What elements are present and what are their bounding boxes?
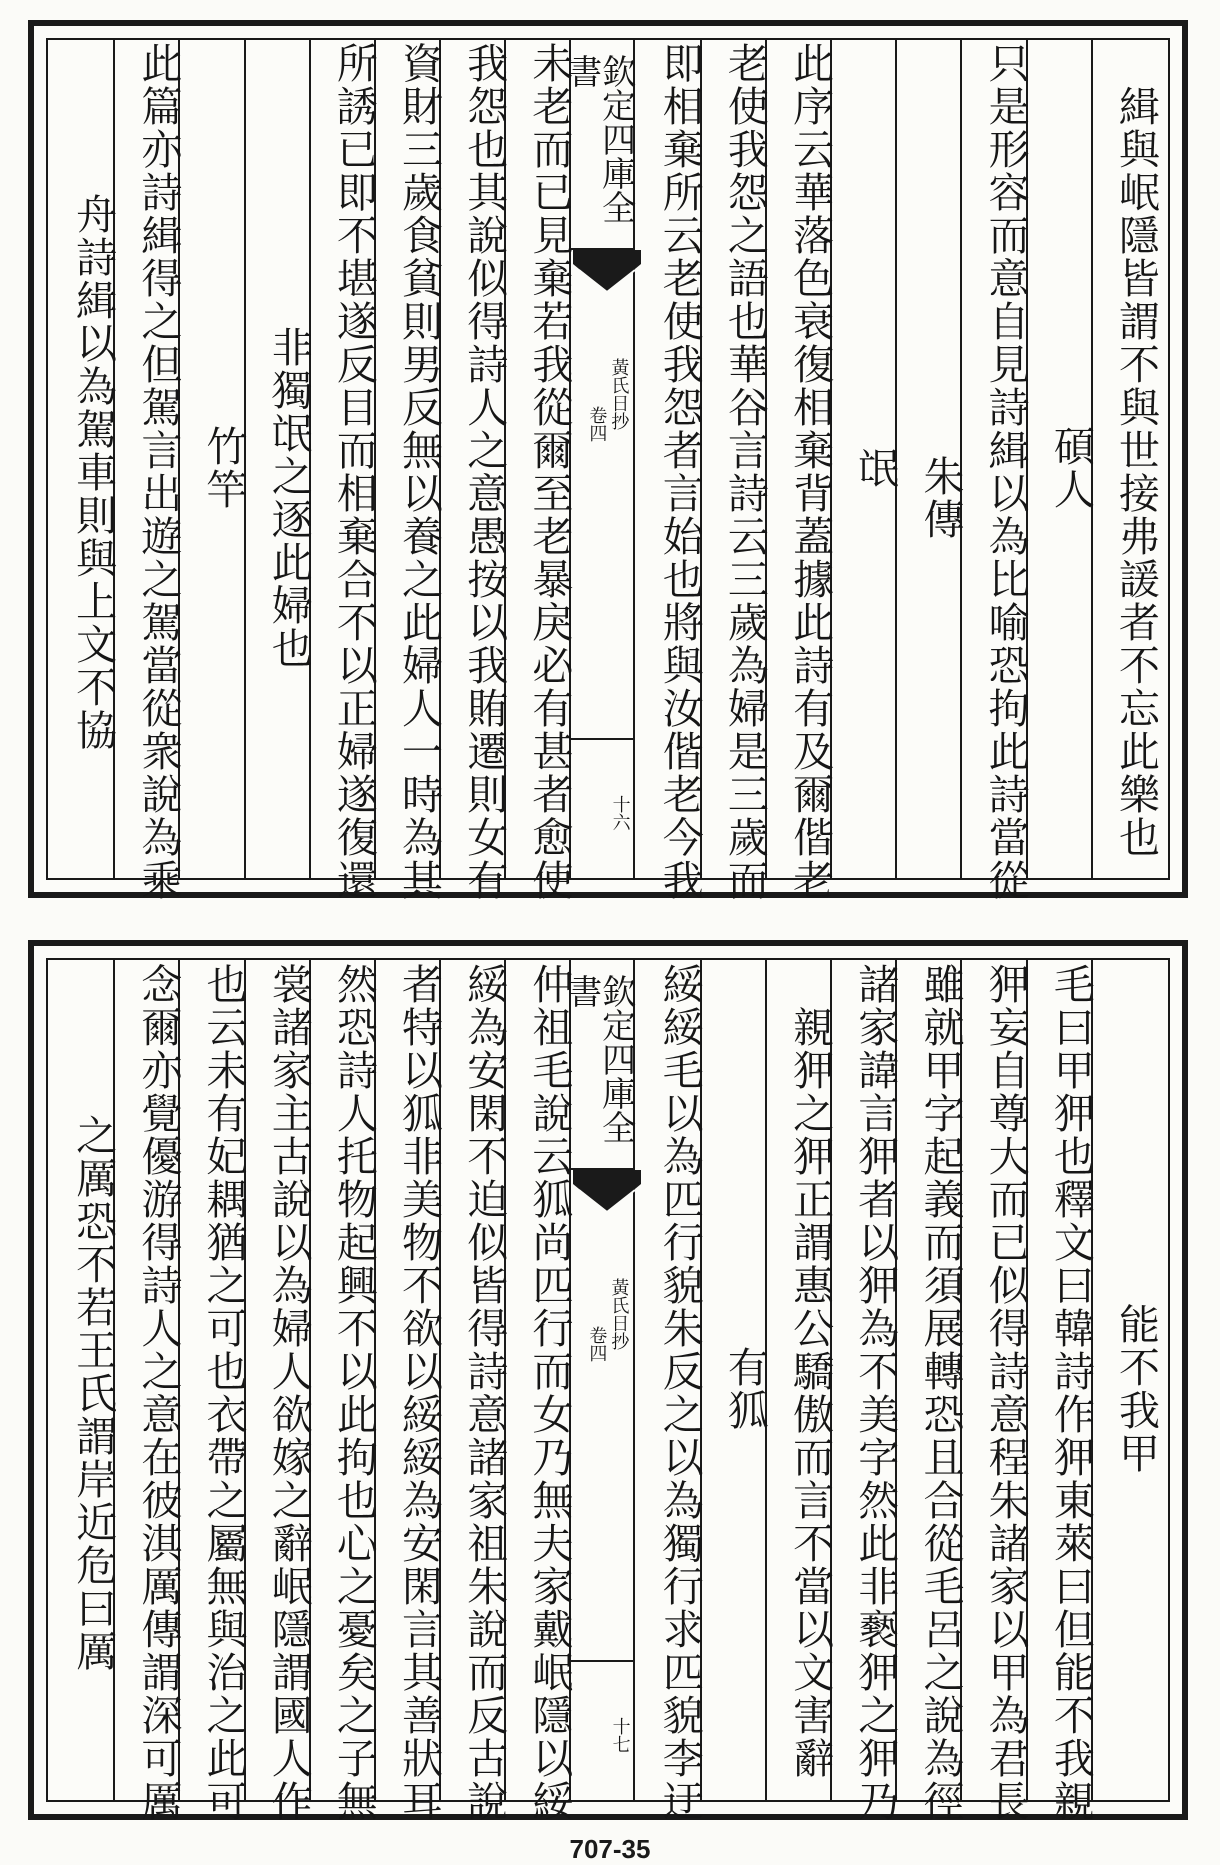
text-column: 老使我怨之語也華谷言詩云三歲為婦是三歲而 <box>720 42 769 902</box>
text-column: 毛曰甲狎也釋文曰韓詩作狎東萊曰但能不我親 <box>1046 963 1095 1823</box>
text-column: 朱傳 <box>916 455 965 541</box>
text-column: 只是形容而意自見詩緝以為比喻恐拘此詩當從 <box>981 42 1030 902</box>
text-column: 我怨也其說似得詩人之意愚按以我賄遷則女有 <box>460 42 509 902</box>
text-column: 所誘已即不堪遂反目而相棄合不以正婦遂復還 <box>329 42 378 902</box>
text-column: 非獨氓之逐此婦也 <box>264 326 313 670</box>
text-column: 也云未有妃耦猶之可也衣帶之屬無與治之此可 <box>199 963 248 1823</box>
section-heading: 竹竿 <box>199 425 248 511</box>
text-column: 資財三歲食貧則男反無以養之此婦人一時為其 <box>395 42 444 902</box>
banner-page-number: 十六 <box>571 738 632 878</box>
text-column: 綏綏毛以為匹行貌朱反之以為獨行求匹貌李迂 <box>655 963 704 1823</box>
page-footer-code: 707-35 <box>569 1834 651 1864</box>
banner-volume: 卷四 <box>586 406 608 442</box>
text-column: 綏為安閑不迫似皆得詩意諸家祖朱說而反古說 <box>460 963 509 1823</box>
text-column: 者特以狐非美物不欲以綏綏為安閑言其善狀耳 <box>395 963 444 1823</box>
text-column: 此篇亦詩緝得之但駕言出遊之駕當從衆說為乘 <box>134 42 183 902</box>
section-heading: 能不我甲 <box>1111 1303 1160 1475</box>
text-column: 仲祖毛說云狐尚匹行而女乃無夫家戴岷隱以綏 <box>525 963 574 1823</box>
text-column: 未老而已見棄若我從爾至老暴戾必有甚者愈使 <box>525 42 574 902</box>
text-column: 親狎之狎正謂惠公驕傲而言不當以文害辭 <box>786 1006 835 1780</box>
text-column: 雖就甲字起義而須展轉恐且合從毛呂之說為徑 <box>916 963 965 1823</box>
banner-volume: 卷四 <box>586 1326 608 1362</box>
banner-author: 黃氏日抄 <box>608 1278 630 1350</box>
banner-title: 欽定四庫全書 <box>571 40 632 250</box>
banner-page-number: 十七 <box>571 1660 632 1800</box>
text-column: 舟詩緝以為駕車則與上文不協 <box>69 192 118 752</box>
section-heading: 氓 <box>851 446 900 490</box>
text-column: 然恐詩人托物起興不以此拘也心之憂矣之子無 <box>329 963 378 1823</box>
text-column: 即相棄所云老使我怨者言始也將與汝偕老今我 <box>655 42 704 902</box>
section-heading: 碩人 <box>1046 425 1095 511</box>
fishtail-mark-icon <box>573 250 641 294</box>
center-banner <box>561 40 636 878</box>
text-column: 裳諸家主古說以為婦人欲嫁之辭岷隱謂國人作 <box>264 963 313 1823</box>
center-banner <box>561 960 636 1800</box>
fishtail-mark-icon <box>573 1170 641 1214</box>
text-column: 緝與岷隱皆謂不與世接弗諼者不忘此樂也 <box>1111 85 1160 859</box>
text-column: 此序云華落色衰復相棄背蓋據此詩有及爾偕老 <box>786 42 835 902</box>
text-column: 諸家諱言狎者以狎為不美字然此非褻狎之狎乃 <box>851 963 900 1823</box>
text-column: 念爾亦覺優游得詩人之意在彼淇厲傳謂深可厲 <box>134 963 183 1823</box>
bottom-page <box>28 940 1188 1823</box>
banner-author: 黃氏日抄 <box>608 358 630 430</box>
top-page <box>28 20 1188 902</box>
banner-title: 欽定四庫全書 <box>571 960 632 1170</box>
text-column: 之厲恐不若王氏謂岸近危曰厲 <box>69 1113 118 1673</box>
text-column: 狎妄自尊大而已似得詩意程朱諸家以甲為君長 <box>981 963 1030 1823</box>
bottom-page-frame <box>46 958 1170 1823</box>
section-heading: 有狐 <box>720 1346 769 1432</box>
top-page-frame <box>46 38 1170 902</box>
